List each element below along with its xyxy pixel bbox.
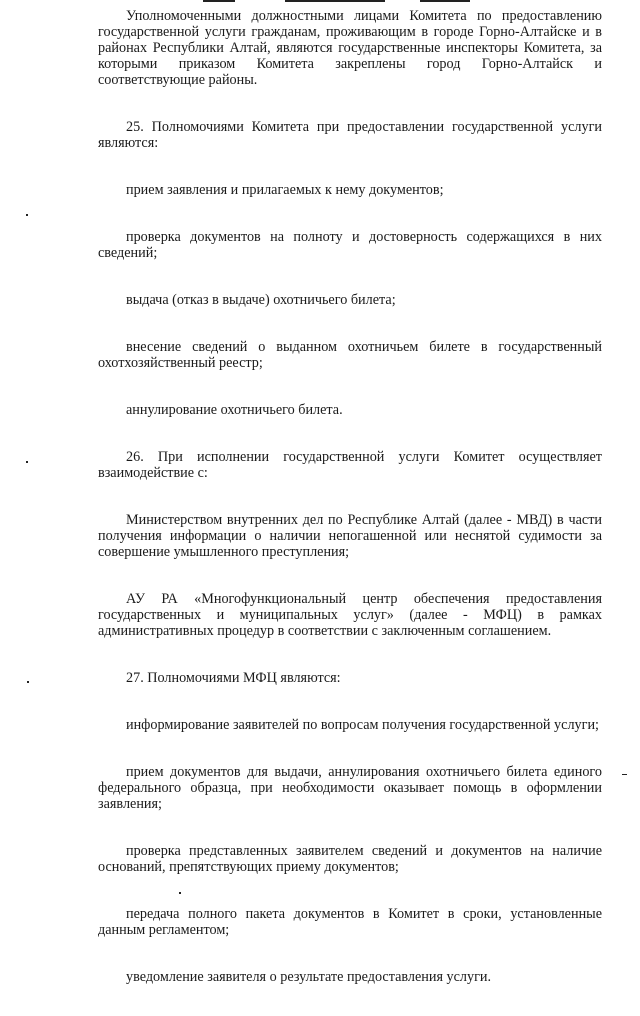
paragraph-informing: информирование заявителей по вопросам получения государственной услуги; (126, 717, 599, 733)
paragraph-ticket-issue: выдача (отказ в выдаче) охотничьего билета; (126, 292, 396, 308)
paragraph-document-reception: прием документов для выдачи, аннулирования охотничьего билета единого федерального образца, при необходимости оказывает помощь в оформлении заявления; (98, 764, 602, 812)
scan-mark-top-3 (420, 0, 470, 2)
scan-mark-top-1 (203, 0, 235, 2)
paragraph-package-transfer: передача полного пакета документов в Комитет в сроки, установленные данным регламентом; (98, 906, 602, 938)
scan-mark-left-2 (26, 461, 28, 463)
paragraph-25-committee-powers: 25. Полномочиями Комитета при предоставлении государственной услуги являются: (98, 119, 602, 151)
scan-mark-right (622, 774, 627, 775)
document-body (98, 8, 602, 1016)
paragraph-registry-entry: внесение сведений о выданном охотничьем билете в государственный охотхозяйственный реестр; (98, 339, 602, 371)
paragraph-document-check: проверка документов на полноту и достоверность содержащихся в них сведений; (98, 229, 602, 261)
scan-mark-top-2 (285, 0, 385, 2)
paragraph-officials: Уполномоченными должностными лицами Комитета по предоставлению государственной услуги гражданам, проживающим в городе Горно-Алтайске и в районах Республики Алтай, являются государственные инспекторы Комитета, за которыми приказом Комитета закреплены город Горно-Алтайск и соответствующие районы. (98, 8, 602, 88)
paragraph-notification: уведомление заявителя о результате предоставления услуги. (126, 969, 492, 985)
scan-mark-left-1 (26, 214, 28, 216)
paragraph-26-interaction: 26. При исполнении государственной услуги Комитет осуществляет взаимодействие с: (98, 449, 602, 481)
paragraph-ticket-annulment: аннулирование охотничьего билета. (126, 402, 343, 418)
paragraph-27-mfc-powers: 27. Полномочиями МФЦ являются: (126, 670, 341, 686)
paragraph-application-intake: прием заявления и прилагаемых к нему документов; (126, 182, 444, 198)
paragraph-submission-check: проверка представленных заявителем сведений и документов на наличие оснований, препятствующих приему документов; (98, 843, 602, 875)
scan-mark-left-3 (27, 681, 29, 683)
paragraph-mfc: АУ РА «Многофункциональный центр обеспечения предоставления государственных и муниципальных услуг» (далее - МФЦ) в рамках административных процедур в соответствии с заключенным соглашением. (98, 591, 602, 639)
paragraph-mvd: Министерством внутренних дел по Республике Алтай (далее - МВД) в части получения информации о наличии непогашенной или неснятой судимости за совершение умышленного преступления; (98, 512, 602, 560)
